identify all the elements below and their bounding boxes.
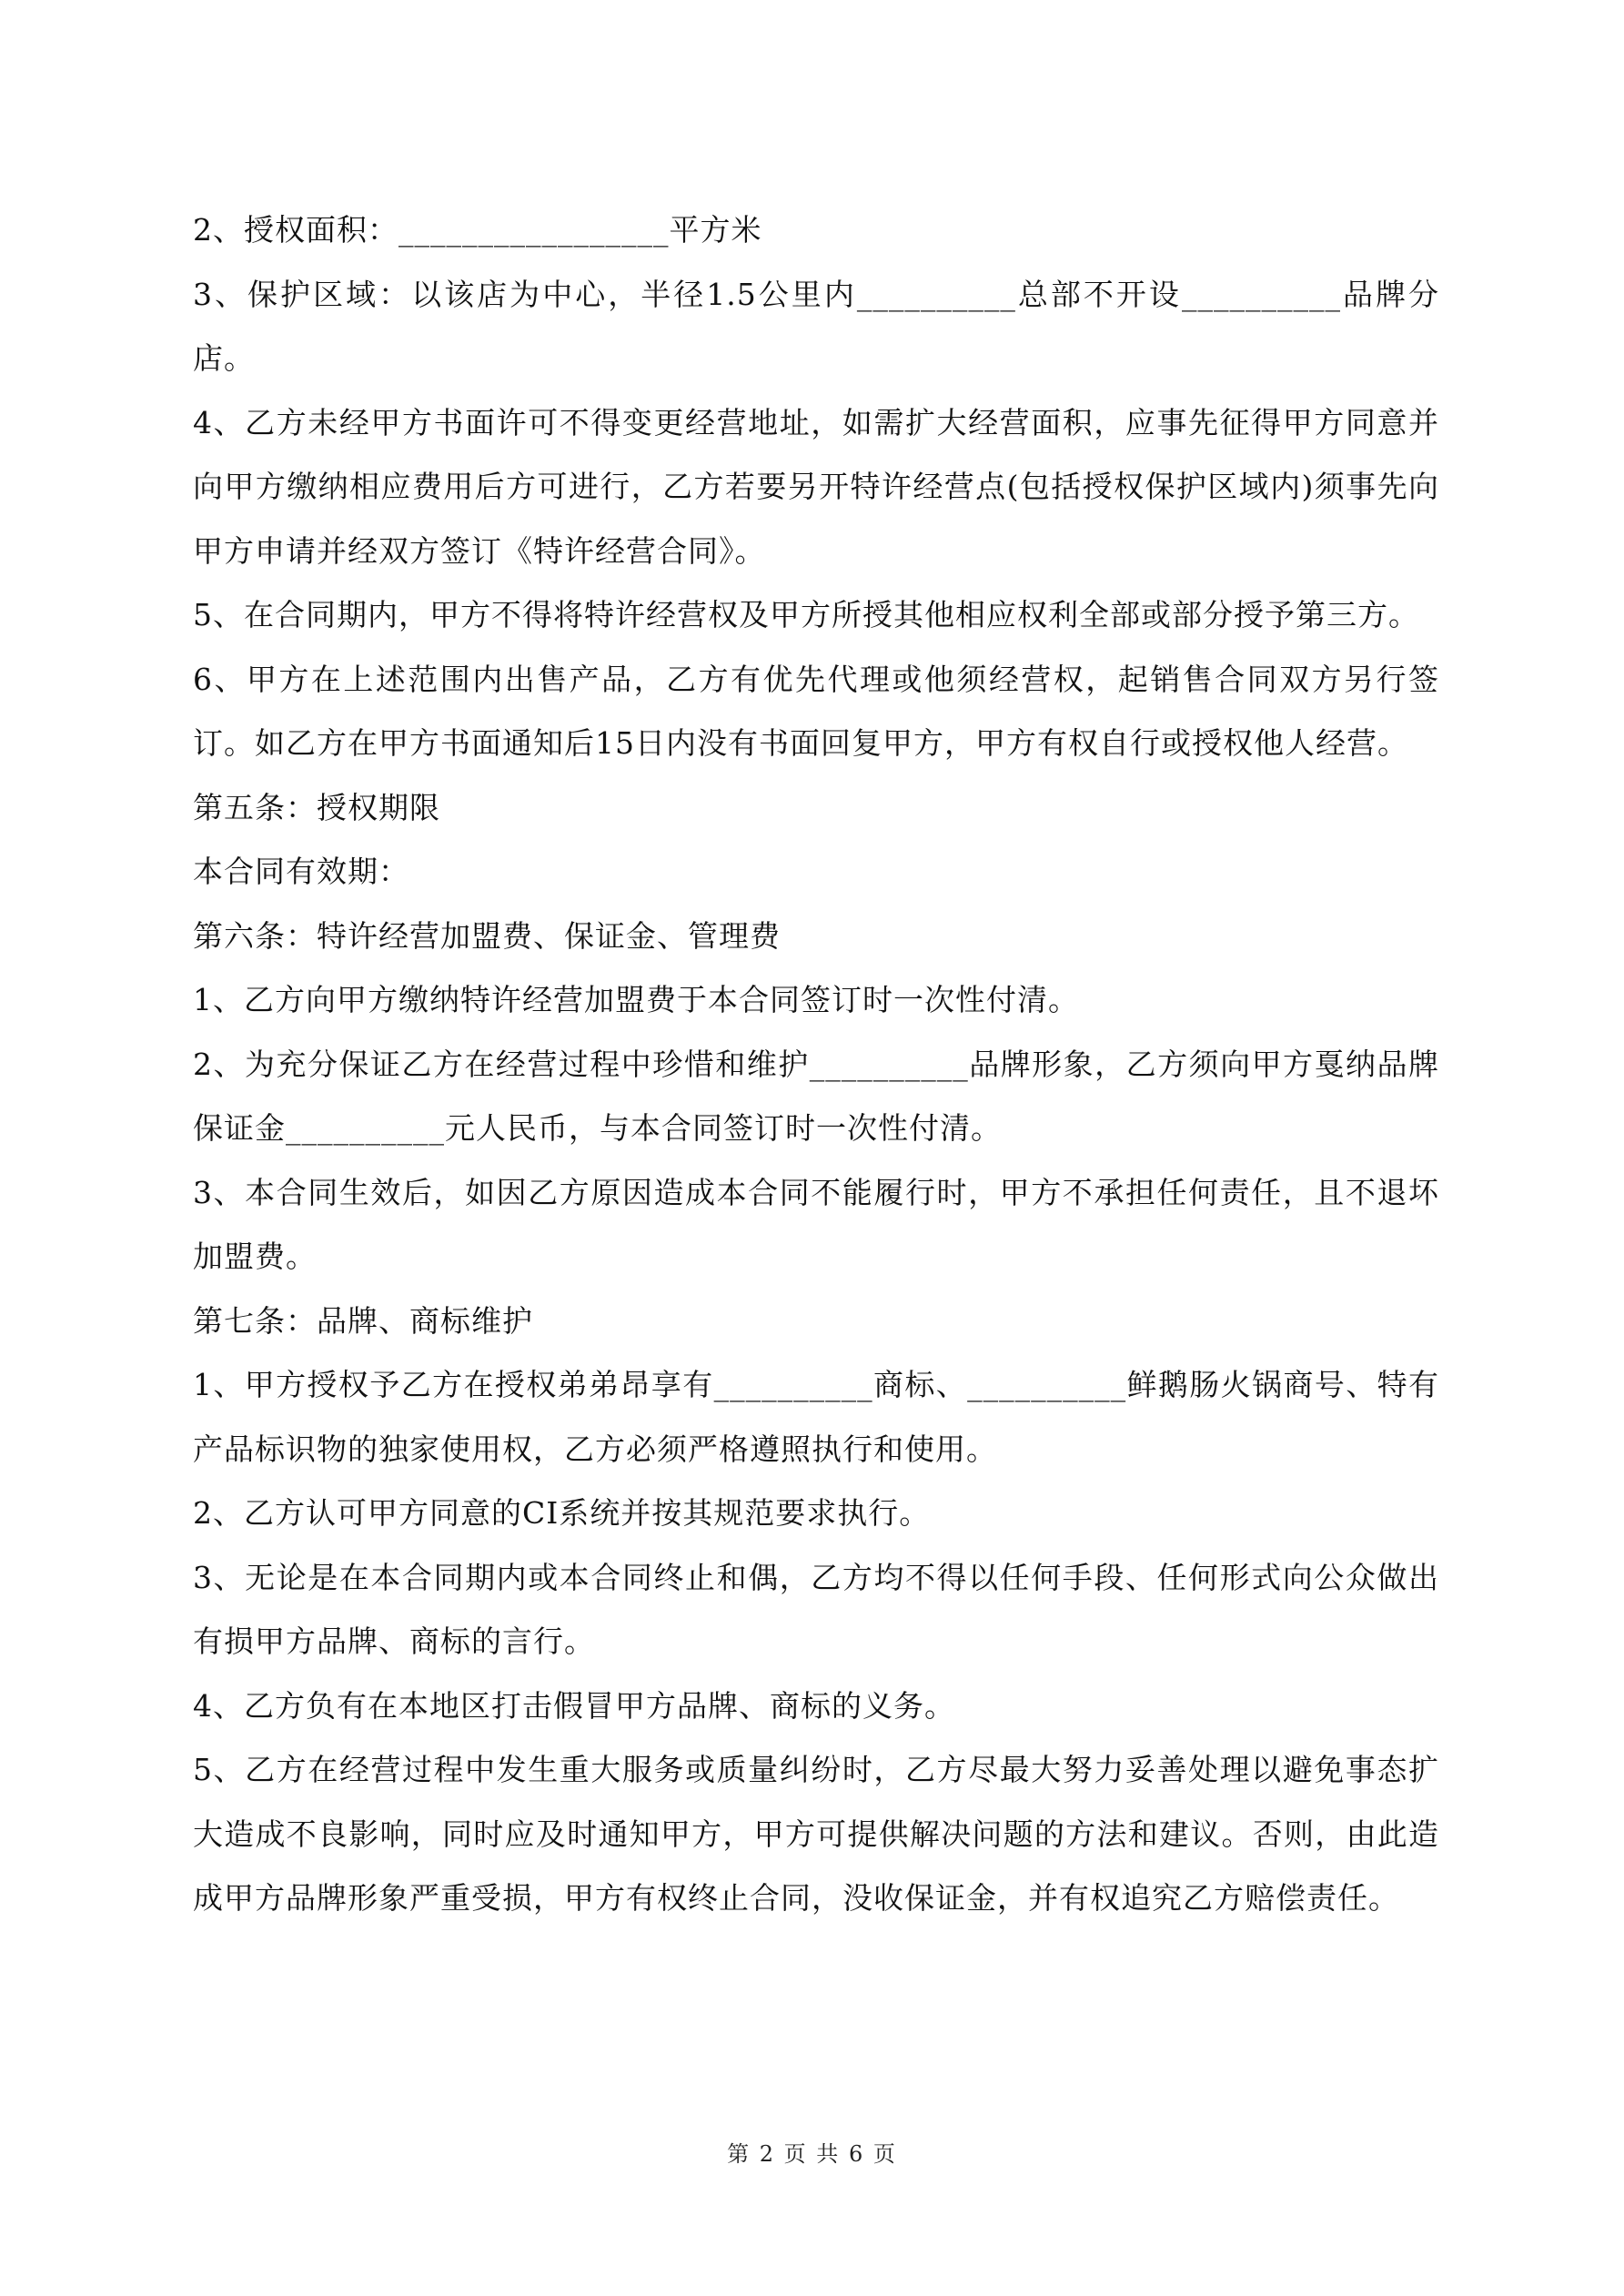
clause-ci-system: 2、乙方认可甲方同意的CI系统并按其规范要求执行。 — [193, 1495, 931, 1531]
clause-protected-zone: 3、保护区域：以该店为中心，半径1.5公里内__________总部不开设__________品牌分店。 — [193, 276, 1439, 376]
clause-brand-deposit: 2、为充分保证乙方在经营过程中珍惜和维护__________品牌形象，乙方须向甲方戛纳品牌保证金__________元人民币，与本合同签订时一次性付清。 — [193, 1046, 1439, 1146]
clause-dispute-handling: 5、乙方在经营过程中发生重大服务或质量纠纷时，乙方尽最大努力妥善处理以避免事态扩大造成不良影响，同时应及时通知甲方，甲方可提供解决问题的方法和建议。否则，由此造成甲方品牌形象严重受损，甲方有权终止合同，没收保证金，并有权追究乙方赔偿责任。 — [193, 1752, 1439, 1916]
contract-validity: 本合同有效期： — [193, 854, 409, 889]
clause-authorized-area: 2、授权面积：_________________平方米 — [193, 212, 762, 248]
article-7-heading: 第七条：品牌、商标维护 — [193, 1302, 533, 1339]
clause-no-third-party-grant: 5、在合同期内，甲方不得将特许经营权及甲方所授其他相应权利全部或部分授予第三方。 — [193, 597, 1419, 632]
clause-no-damaging-conduct: 3、无论是在本合同期内或本合同终止和偶，乙方均不得以任何手段、任何形式向公众做出有损甲方品牌、商标的言行。 — [193, 1559, 1439, 1659]
document-body — [193, 198, 1439, 1931]
clause-trademark-license: 1、甲方授权予乙方在授权弟弟昂享有__________商标、__________鲜鹅肠火锅商号、特有产品标识物的独家使用权，乙方必须严格遵照执行和使用。 — [193, 1367, 1439, 1467]
clause-anti-counterfeit: 4、乙方负有在本地区打击假冒甲方品牌、商标的义务。 — [193, 1687, 955, 1724]
page-number-footer: 第 2 页 共 6 页 — [727, 2141, 897, 2167]
article-6-heading: 第六条：特许经营加盟费、保证金、管理费 — [193, 917, 781, 954]
article-5-heading: 第五条：授权期限 — [193, 789, 440, 825]
clause-priority-agency: 6、甲方在上述范围内出售产品，乙方有优先代理或他须经营权，起销售合同双方另行签订。如乙方在甲方书面通知后15日内没有书面回复甲方，甲方有权自行或授权他人经营。 — [193, 661, 1439, 761]
clause-franchise-fee: 1、乙方向甲方缴纳特许经营加盟费于本合同签订时一次性付清。 — [193, 982, 1079, 1017]
clause-no-refund: 3、本合同生效后，如因乙方原因造成本合同不能履行时，甲方不承担任何责任，且不退坏加盟费。 — [193, 1174, 1439, 1274]
clause-address-change: 4、乙方未经甲方书面许可不得变更经营地址，如需扩大经营面积，应事先征得甲方同意并向甲方缴纳相应费用后方可进行，乙方若要另开特许经营点(包括授权保护区域内)须事先向甲方申请并经双方签订《特许经营合同》。 — [193, 404, 1439, 569]
